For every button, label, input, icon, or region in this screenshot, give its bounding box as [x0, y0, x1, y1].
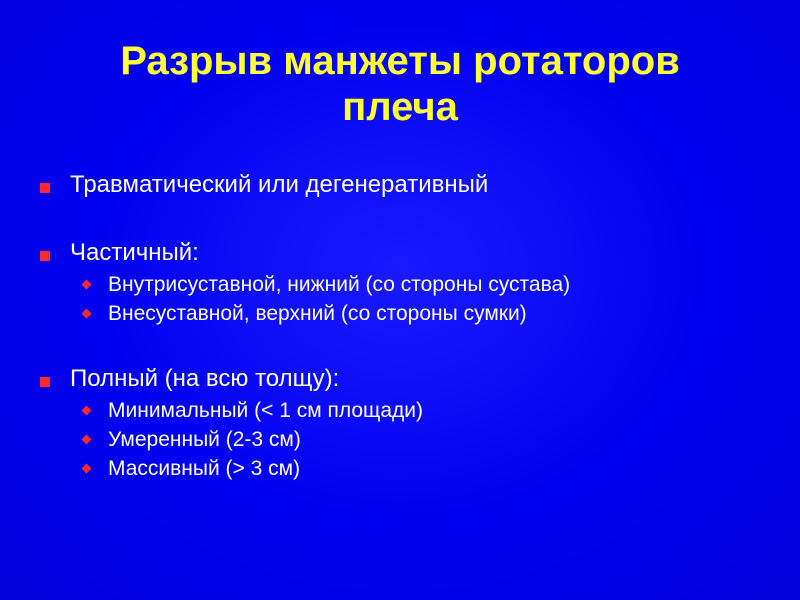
list-item-label: Полный (на всю толщу): — [70, 365, 340, 392]
red-diamond-bullet-icon — [82, 309, 92, 319]
sub-item-massive — [36, 454, 776, 483]
red-diamond-bullet-icon — [82, 406, 92, 416]
slide-title — [0, 38, 800, 130]
sub-item-label: Внутрисуставной, нижний (со стороны сустава) — [108, 273, 571, 296]
red-diamond-bullet-icon — [82, 464, 92, 474]
sub-item-intra-articular — [36, 270, 776, 299]
sub-item-label: Внесуставной, верхний (со стороны сумки) — [108, 302, 527, 325]
red-square-bullet-icon — [40, 183, 50, 193]
red-square-bullet-icon — [40, 377, 50, 387]
sub-item-minimal — [36, 396, 776, 425]
red-square-bullet-icon — [40, 251, 50, 261]
sub-item-moderate — [36, 425, 776, 454]
sub-item-extra-articular — [36, 299, 776, 328]
slide-title-line-1: Разрыв манжеты ротаторов — [120, 39, 680, 83]
sub-item-label: Массивный (> 3 см) — [108, 457, 301, 480]
list-item-partial — [36, 236, 776, 270]
list-item-traumatic — [36, 168, 776, 202]
list-item-full-thickness — [36, 362, 776, 396]
list-item-label: Частичный: — [70, 239, 199, 266]
sub-item-label: Умеренный (2-3 см) — [108, 428, 301, 451]
slide-title-line-2: плеча — [342, 85, 458, 129]
list-item-label: Травматический или дегенеративный — [70, 171, 489, 198]
sub-item-label: Минимальный (< 1 см площади) — [108, 399, 423, 422]
red-diamond-bullet-icon — [82, 435, 92, 445]
red-diamond-bullet-icon — [82, 280, 92, 290]
bullet-list — [36, 168, 776, 483]
